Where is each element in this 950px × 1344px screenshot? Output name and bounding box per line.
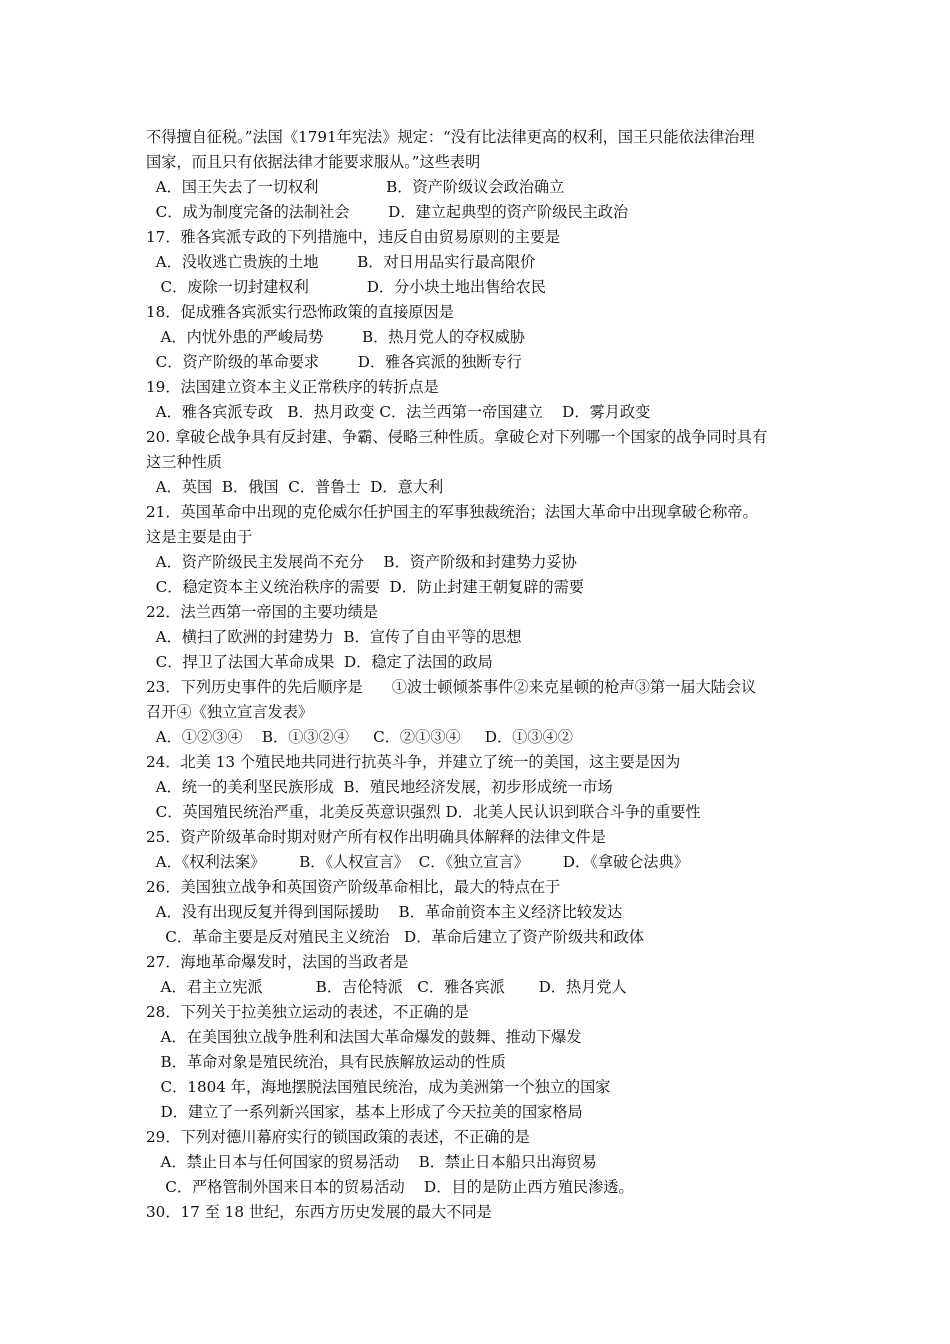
question-24: 24．北美 13 个殖民地共同进行抗英斗争，并建立了统一的美国，这主要是因为 <box>146 753 681 771</box>
option-line: A．内忧外患的严峻局势 B．热月党人的夺权威胁 <box>146 328 525 346</box>
option-line: C．成为制度完备的法制社会 D．建立起典型的资产阶级民主政治 <box>146 203 629 221</box>
text-line: 不得擅自征税。”法国《1791年宪法》规定：“没有比法律更高的权利，国王只能依法律治理 <box>146 128 755 146</box>
question-23: 23．下列历史事件的先后顺序是 ①波士顿倾茶事件②来克星顿的枪声③第一届大陆会议 <box>146 678 757 696</box>
option-line: A．雅各宾派专政 B．热月政变 C．法兰西第一帝国建立 D．雾月政变 <box>146 403 651 421</box>
option-line: C．捍卫了法国大革命成果 D．稳定了法国的政局 <box>146 653 493 671</box>
question-22: 22．法兰西第一帝国的主要功绩是 <box>146 603 378 621</box>
question-25: 25．资产阶级革命时期对财产所有权作出明确具体解释的法律文件是 <box>146 828 606 846</box>
question-19: 19．法国建立资本主义正常秩序的转折点是 <box>146 378 439 396</box>
text-line: 召开④《独立宣言发表》 <box>146 703 314 721</box>
text-line: 这三种性质 <box>146 453 222 471</box>
question-28: 28．下列关于拉美独立运动的表述，不正确的是 <box>146 1003 470 1021</box>
option-line: A．统一的美利坚民族形成 B．殖民地经济发展，初步形成统一市场 <box>146 778 613 796</box>
option-line: C．资产阶级的革命要求 D．雅各宾派的独断专行 <box>146 353 522 371</box>
option-line: A．在美国独立战争胜利和法国大革命爆发的鼓舞、推动下爆发 <box>146 1028 582 1046</box>
option-line: A．没收逃亡贵族的土地 B．对日用品实行最高限价 <box>146 253 536 271</box>
question-30: 30．17 至 18 世纪，东西方历史发展的最大不同是 <box>146 1203 492 1221</box>
option-line: A．国王失去了一切权利 B．资产阶级议会政治确立 <box>146 178 565 196</box>
text-line: 这是主要是由于 <box>146 528 253 546</box>
option-line: B．革命对象是殖民统治，具有民族解放运动的性质 <box>146 1053 506 1071</box>
question-18: 18．促成雅各宾派实行恐怖政策的直接原因是 <box>146 303 454 321</box>
question-26: 26．美国独立战争和英国资产阶级革命相比，最大的特点在于 <box>146 878 561 896</box>
question-17: 17．雅各宾派专政的下列措施中，违反自由贸易原则的主要是 <box>146 228 561 246</box>
option-line: A．资产阶级民主发展尚不充分 B．资产阶级和封建势力妥协 <box>146 553 577 571</box>
option-line: C．英国殖民统治严重，北美反英意识强烈 D．北美人民认识到联合斗争的重要性 <box>146 803 701 821</box>
option-line: C．革命主要是反对殖民主义统治 D．革命后建立了资产阶级共和政体 <box>146 928 645 946</box>
option-line: A．英国 B．俄国 C．普鲁士 D．意大利 <box>146 478 444 496</box>
option-line: A．没有出现反复并得到国际援助 B．革命前资本主义经济比较发达 <box>146 903 623 921</box>
option-line: C．1804 年，海地摆脱法国殖民统治，成为美洲第一个独立的国家 <box>146 1078 611 1096</box>
option-line: C．废除一切封建权利 D．分小块土地出售给农民 <box>146 278 546 296</box>
option-line: A．君主立宪派 B．吉伦特派 C．雅各宾派 D．热月党人 <box>146 978 627 996</box>
option-line: D．建立了一系列新兴国家，基本上形成了今天拉美的国家格局 <box>146 1103 583 1121</box>
option-line: A．①②③④ B．①③②④ C．②①③④ D．①③④② <box>146 728 573 746</box>
option-line: C．严格管制外国来日本的贸易活动 D．目的是防止西方殖民渗透。 <box>146 1178 634 1196</box>
option-line: A．《权利法案》 B．《人权宣言》 C．《独立宣言》 D．《拿破仑法典》 <box>146 853 689 871</box>
option-line: C．稳定资本主义统治秩序的需要 D．防止封建王朝复辟的需要 <box>146 578 584 596</box>
text-line: 国家，而且只有依据法律才能要求服从。”这些表明 <box>146 153 481 171</box>
question-27: 27．海地革命爆发时，法国的当政者是 <box>146 953 409 971</box>
question-29: 29．下列对德川幕府实行的锁国政策的表述，不正确的是 <box>146 1128 530 1146</box>
option-line: A．禁止日本与任何国家的贸易活动 B．禁止日本船只出海贸易 <box>146 1153 597 1171</box>
question-20: 20. 拿破仑战争具有反封建、争霸、侵略三种性质。拿破仑对下列哪一个国家的战争同时具有 <box>146 428 768 446</box>
option-line: A．横扫了欧洲的封建势力 B．宣传了自由平等的思想 <box>146 628 522 646</box>
question-21: 21．英国革命中出现的克伦威尔任护国主的军事独裁统治；法国大革命中出现拿破仑称帝。 <box>146 503 758 521</box>
